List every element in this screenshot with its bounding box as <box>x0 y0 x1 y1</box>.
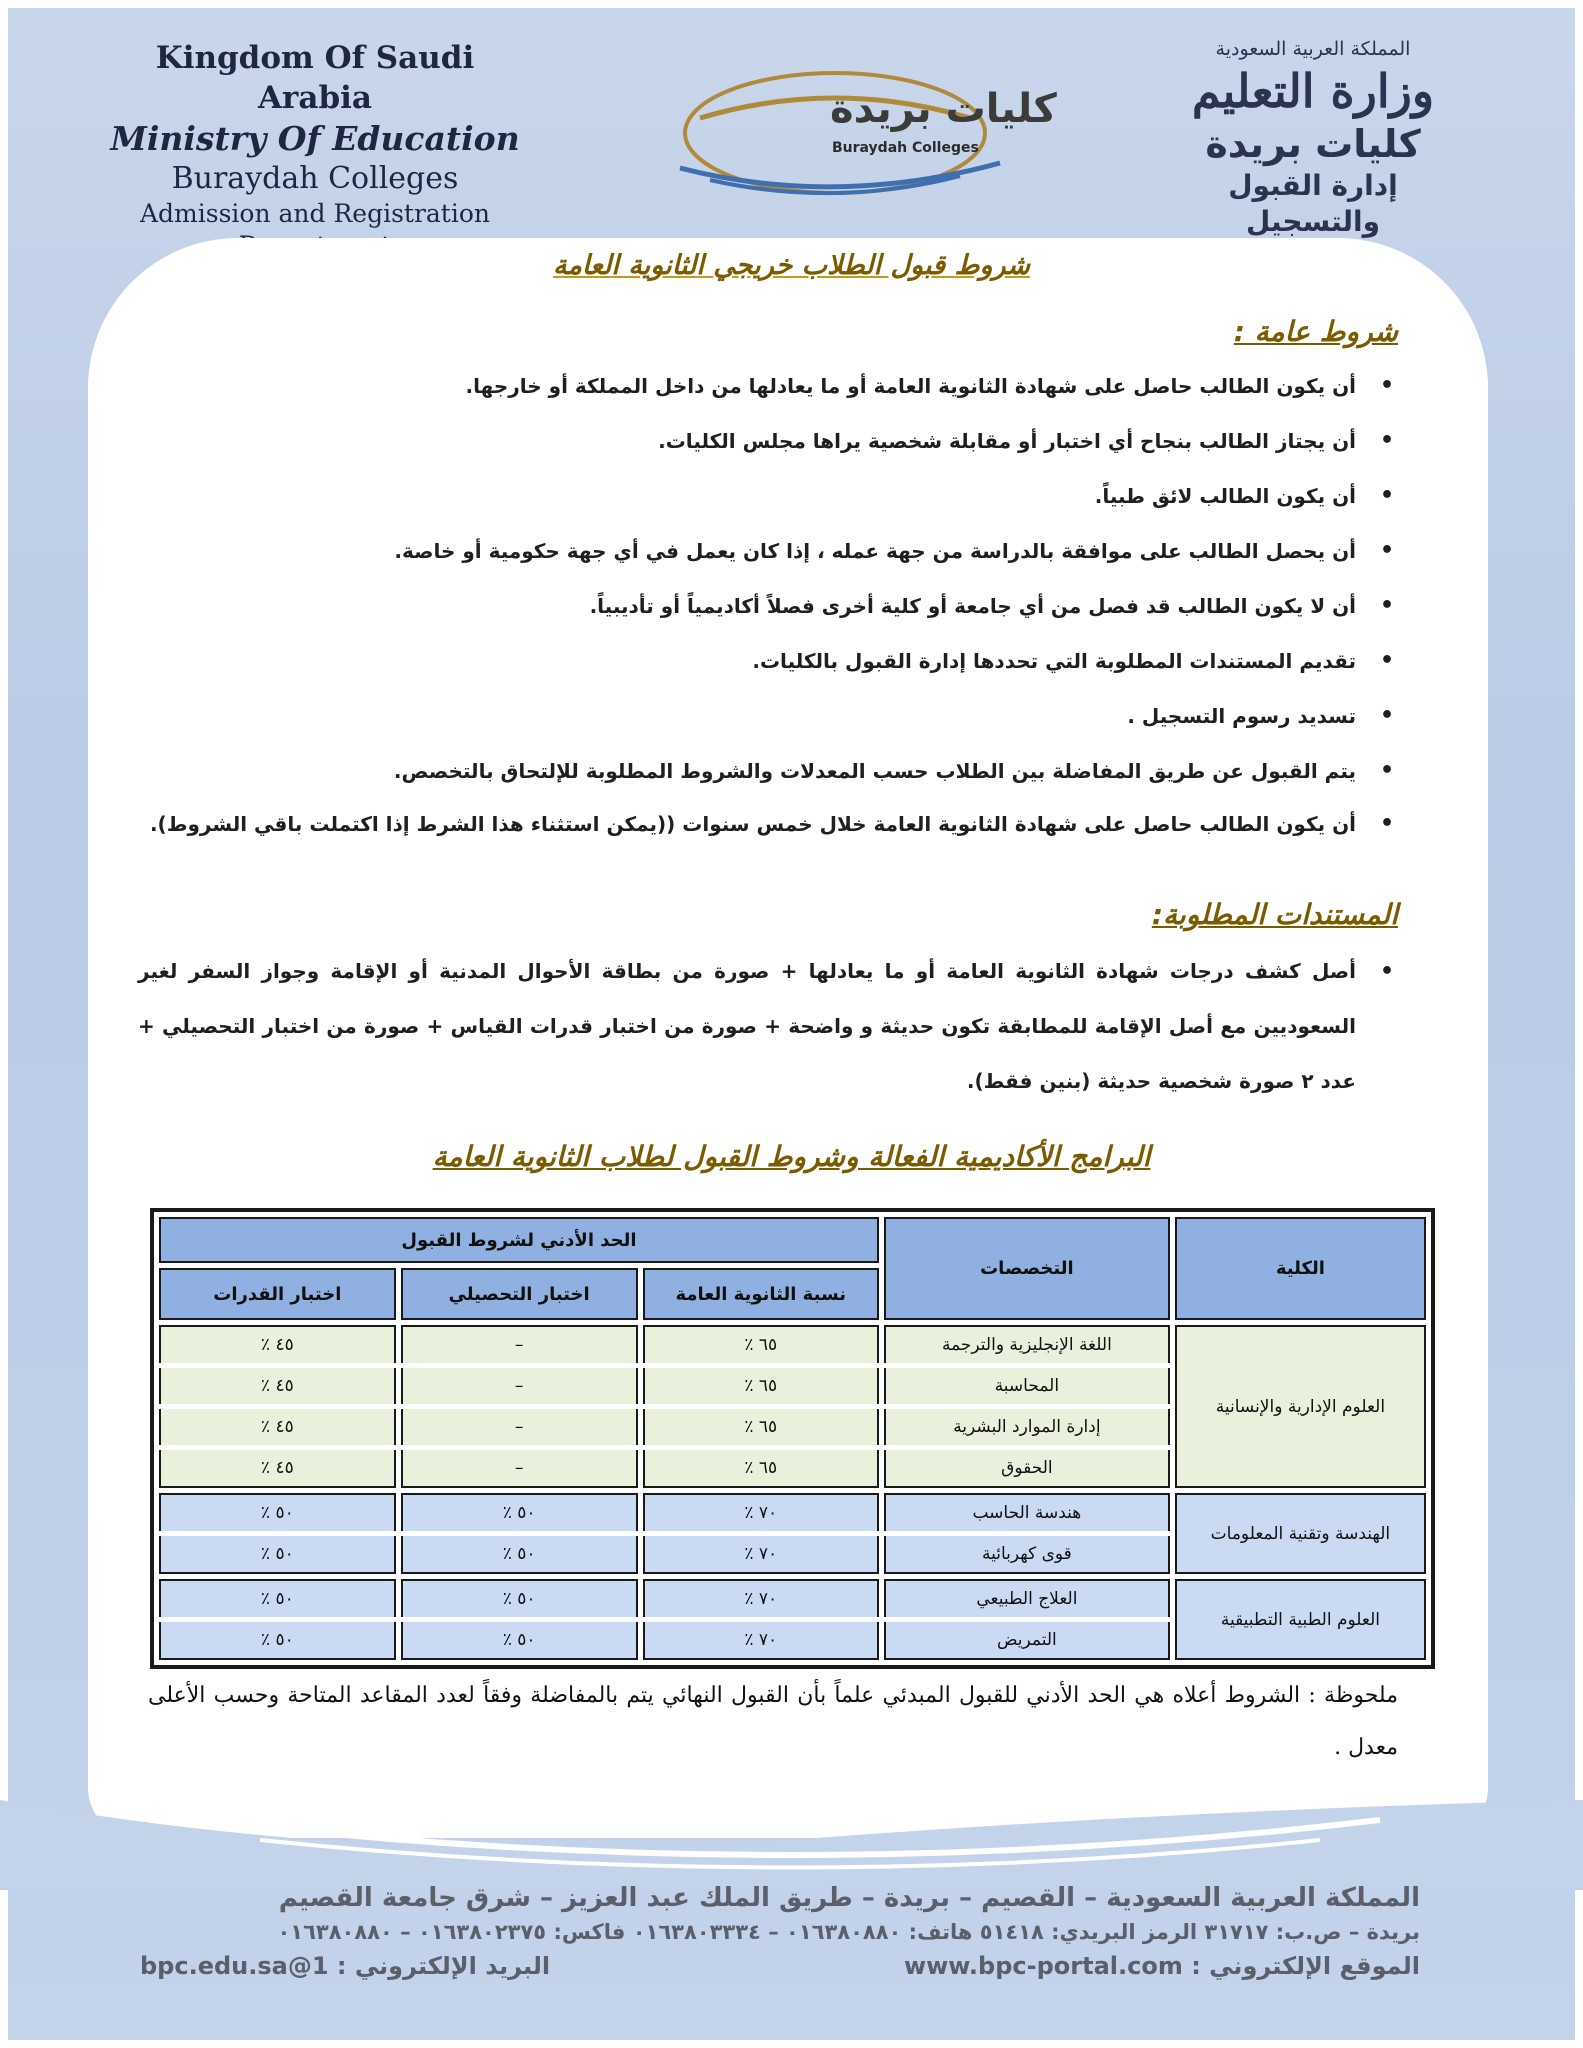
list-item <box>138 805 1398 843</box>
footer-web-row <box>120 1948 1420 1988</box>
gpa-cell: ٦٥ ٪ <box>643 1368 879 1404</box>
college-cell: الهندسة وتقنية المعلومات <box>1175 1493 1426 1574</box>
specialty-cell: إدارة الموارد البشرية <box>884 1409 1170 1445</box>
achievement-cell: ٥٠ ٪ <box>401 1579 638 1617</box>
gpa-cell: ٦٥ ٪ <box>643 1409 879 1445</box>
list-item: • تقديم المستندات المطلوبة التي تحددها إدارة القبول بالكليات. <box>138 640 1398 695</box>
specialty-cell: المحاسبة <box>884 1368 1170 1404</box>
logo-english-text: Buraydah Colleges <box>832 140 979 156</box>
aptitude-cell: ٥٠ ٪ <box>159 1579 396 1617</box>
required-documents-heading: المستندات المطلوبة: <box>1151 898 1398 931</box>
header-ar-line: وزارة التعليم <box>1191 64 1435 118</box>
header-english <box>95 38 535 262</box>
list-item: • أن يكون الطالب لائق طبياً. <box>138 475 1398 530</box>
header-arabic <box>1183 36 1443 240</box>
achievement-cell: ٥٠ ٪ <box>401 1536 638 1574</box>
table-row <box>159 1579 1426 1617</box>
college-cell: العلوم الطبية التطبيقية <box>1175 1579 1426 1660</box>
gpa-cell: ٧٠ ٪ <box>643 1536 879 1574</box>
gpa-cell: ٧٠ ٪ <box>643 1579 879 1617</box>
general-conditions-heading: شروط عامة : <box>1233 315 1398 348</box>
list-item: • أن يكون الطالب حاصل على شهادة الثانوية العامة أو ما يعادلها من داخل المملكة أو خارجها. <box>138 365 1398 420</box>
footer <box>120 1880 1420 1988</box>
list-item-text: أن يكون الطالب حاصل على شهادة الثانوية العامة خلال خمس سنوات (( <box>657 812 1356 836</box>
note-text: ملحوظة : الشروط أعلاه هي الحد الأدني للقبول المبدئي علماً بأن القبول النهائي يتم بالمفاضلة وفقاً لعدد المقاعد المتاحة وحسب الأعلى معدل . <box>148 1683 1398 1760</box>
general-conditions-list <box>138 365 1398 843</box>
list-item: • أن لا يكون الطالب قد فصل من أي جامعة أو كلية أخرى فصلاً أكاديمياً أو تأديبياً. <box>138 585 1398 640</box>
main-title: شروط قبول الطلاب خريجي الثانوية العامة <box>552 250 1031 281</box>
specialty-cell: العلاج الطبيعي <box>884 1579 1170 1617</box>
column-header-specialty: التخصصات <box>884 1217 1170 1320</box>
table-row <box>159 1493 1426 1531</box>
footer-email: البريد الإلكتروني : 1@bpc.edu.sa <box>140 1952 551 1980</box>
achievement-cell: ٥٠ ٪ <box>401 1493 638 1531</box>
table-header-row <box>159 1217 1426 1263</box>
achievement-cell: – <box>401 1409 638 1445</box>
programs-table <box>150 1208 1435 1669</box>
header-ar-line: المملكة العربية السعودية <box>1215 38 1411 60</box>
header-ar-line: كليات بريدة <box>1205 122 1421 166</box>
required-documents-list <box>138 944 1398 1109</box>
aptitude-cell: ٥٠ ٪ <box>159 1493 396 1531</box>
aptitude-cell: ٤٥ ٪ <box>159 1450 396 1488</box>
gpa-cell: ٧٠ ٪ <box>643 1493 879 1531</box>
header-ar-line: إدارة القبول والتسجيل <box>1228 169 1398 238</box>
footer-website: الموقع الإلكتروني : www.bpc-portal.com <box>903 1952 1420 1980</box>
column-header-achievement: اختبار التحصيلي <box>401 1268 638 1320</box>
header-en-line: Ministry Of Education <box>110 119 520 158</box>
header-en-line: Buraydah Colleges <box>171 161 459 196</box>
table-row <box>159 1325 1426 1363</box>
list-item: • تسديد رسوم التسجيل . <box>138 695 1398 750</box>
aptitude-cell: ٤٥ ٪ <box>159 1368 396 1404</box>
achievement-cell: – <box>401 1325 638 1363</box>
aptitude-cell: ٤٥ ٪ <box>159 1325 396 1363</box>
specialty-cell: هندسة الحاسب <box>884 1493 1170 1531</box>
column-header-gpa: نسبة الثانوية العامة <box>643 1268 879 1320</box>
specialty-cell: التمريض <box>884 1622 1170 1660</box>
achievement-cell: – <box>401 1368 638 1404</box>
list-item: • أن يحصل الطالب على موافقة بالدراسة من جهة عمله ، إذا كان يعمل في أي جهة حكومية أو خاصة. <box>138 530 1398 585</box>
header-en-line: Kingdom Of Saudi Arabia <box>155 40 475 116</box>
column-header-min-requirements: الحد الأدني لشروط القبول <box>159 1217 879 1263</box>
gpa-cell: ٧٠ ٪ <box>643 1622 879 1660</box>
achievement-cell: – <box>401 1450 638 1488</box>
footer-contacts: بريدة – ص.ب: ٣١٧١٧ الرمز البريدي: ٥١٤١٨ هاتف: ٠١٦٣٨٠٨٨٠ – ٠١٦٣٨٠٣٣٣٤ فاكس: ٠١٦٣٨٠٢٣٧٥ – ٠١٦٣٨٠٨٨٠ <box>277 1920 1420 1944</box>
gpa-cell: ٦٥ ٪ <box>643 1325 879 1363</box>
column-header-college: الكلية <box>1175 1217 1426 1320</box>
column-header-aptitude: اختبار القدرات <box>159 1268 396 1320</box>
list-item: • يتم القبول عن طريق المفاضلة بين الطلاب حسب المعدلات والشروط المطلوبة للإلتحاق بالتخصص. <box>138 750 1398 805</box>
specialty-cell: اللغة الإنجليزية والترجمة <box>884 1325 1170 1363</box>
specialty-cell: الحقوق <box>884 1450 1170 1488</box>
gpa-cell: ٦٥ ٪ <box>643 1450 879 1488</box>
list-item-emphasis: يمكن استثناء هذا الشرط إذا اكتملت باقي الشروط). <box>149 812 658 836</box>
decorative-swoosh-icon <box>0 1780 1583 1890</box>
list-item: • أصل كشف درجات شهادة الثانوية العامة أو ما يعادلها + صورة من بطاقة الأحوال المدنية أو الإقامة وجواز السفر لغير السعوديين مع أصل الإقامة للمطابقة تكون حديثة و واضحة + صورة من اختبار قدرات القياس + صورة من اختبار التحصيلي + عدد ٢ صورة شخصية حديثة (بنين فقط). <box>138 944 1398 1109</box>
logo-emblem-icon <box>660 58 1040 208</box>
list-item: • أن يجتاز الطالب بنجاح أي اختبار أو مقابلة شخصية يراها مجلس الكليات. <box>138 420 1398 475</box>
footer-address: المملكة العربية السعودية – القصيم – بريدة – طريق الملك عبد العزيز – شرق جامعة القصيم <box>278 1883 1420 1913</box>
specialty-cell: قوى كهربائية <box>884 1536 1170 1574</box>
header-en-line: Admission and Registration <box>139 199 490 228</box>
aptitude-cell: ٥٠ ٪ <box>159 1536 396 1574</box>
aptitude-cell: ٥٠ ٪ <box>159 1622 396 1660</box>
college-logo <box>660 58 1057 208</box>
aptitude-cell: ٤٥ ٪ <box>159 1409 396 1445</box>
programs-title: البرامج الأكاديمية الفعالة وشروط القبول لطلاب الثانوية العامة <box>432 1140 1151 1173</box>
logo-arabic-text: كليات بريدة <box>830 86 1057 132</box>
college-cell: العلوم الإدارية والإنسانية <box>1175 1325 1426 1488</box>
achievement-cell: ٥٠ ٪ <box>401 1622 638 1660</box>
